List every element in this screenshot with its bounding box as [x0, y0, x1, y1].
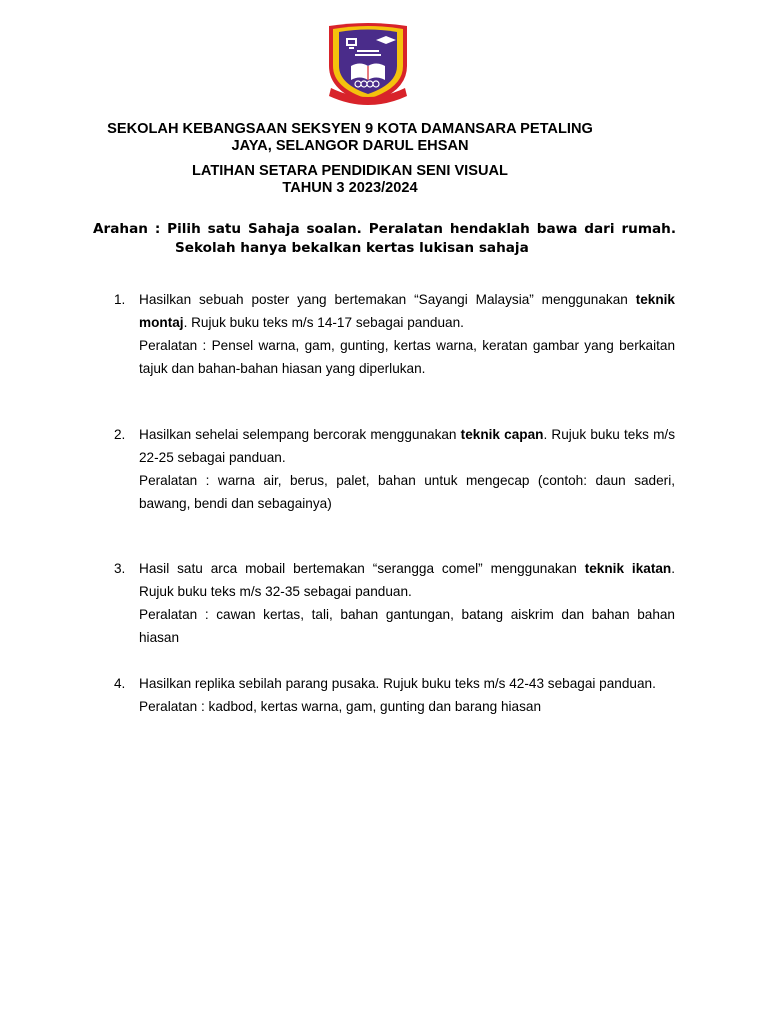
question-tools: Peralatan : Pensel warna, gam, gunting, kertas warna, keratan gambar yang berkaitan tajuk dan bahan-bahan hiasan yang diperlukan.: [139, 338, 675, 376]
question-number: 4.: [114, 676, 126, 691]
question-body: [139, 423, 675, 515]
question-number: 2.: [114, 427, 126, 442]
question-text: Hasilkan sehelai selempang bercorak menggunakan: [139, 427, 461, 442]
instructions-line-1: Arahan : Pilih satu Sahaja soalan. Peralatan hendaklah bawa dari rumah.: [93, 221, 676, 237]
question-tools: Peralatan : warna air, berus, palet, bahan untuk mengecap (contoh: daun saderi, bawang, bendi dan sebagainya): [139, 473, 675, 511]
question-body: [139, 288, 675, 380]
school-name: [60, 121, 640, 155]
document-title-line-1: LATIHAN SETARA PENDIDIKAN SENI VISUAL: [192, 163, 508, 179]
question-task: [139, 557, 675, 603]
question-task: [139, 288, 675, 334]
instructions: [93, 220, 676, 258]
technique-keyword: teknik capan: [460, 427, 544, 442]
question-text: Hasilkan replika sebilah parang pusaka. Rujuk buku teks m/s 42-43 sebagai panduan.: [139, 676, 656, 691]
question-reference: . Rujuk buku teks m/s 32-35 sebagai panduan.: [139, 561, 675, 599]
question-text: Hasil satu arca mobail bertemakan “serangga comel” menggunakan: [139, 561, 585, 576]
instructions-line-2: Sekolah hanya bekalkan kertas lukisan sahaja: [175, 240, 529, 256]
document-title: [60, 163, 640, 197]
question-body: [139, 557, 675, 649]
document-title-line-2: TAHUN 3 2023/2024: [282, 180, 418, 196]
question-task: [139, 423, 675, 469]
question-task: [139, 672, 675, 695]
question-number: 3.: [114, 561, 126, 576]
question-text: Hasilkan sebuah poster yang bertemakan “Sayangi Malaysia” menggunakan: [139, 292, 636, 307]
question-tools: Peralatan : kadbod, kertas warna, gam, gunting dan barang hiasan: [139, 699, 542, 714]
question-number: 1.: [114, 292, 126, 307]
question-reference: . Rujuk buku teks m/s 22-25 sebagai panduan.: [139, 427, 675, 465]
question-tools: Peralatan : cawan kertas, tali, bahan gantungan, batang aiskrim dan bahan bahan hiasan: [139, 607, 675, 645]
technique-keyword: teknik ikatan: [584, 561, 672, 576]
technique-keyword: teknik montaj: [139, 292, 675, 330]
question-reference: . Rujuk buku teks m/s 14-17 sebagai panduan.: [183, 315, 464, 330]
question-body: [139, 672, 675, 718]
school-crest-logo: [327, 22, 409, 106]
school-name-line-1: SEKOLAH KEBANGSAAN SEKSYEN 9 KOTA DAMANSARA PETALING: [107, 121, 593, 137]
school-name-line-2: JAYA, SELANGOR DARUL EHSAN: [231, 138, 469, 154]
